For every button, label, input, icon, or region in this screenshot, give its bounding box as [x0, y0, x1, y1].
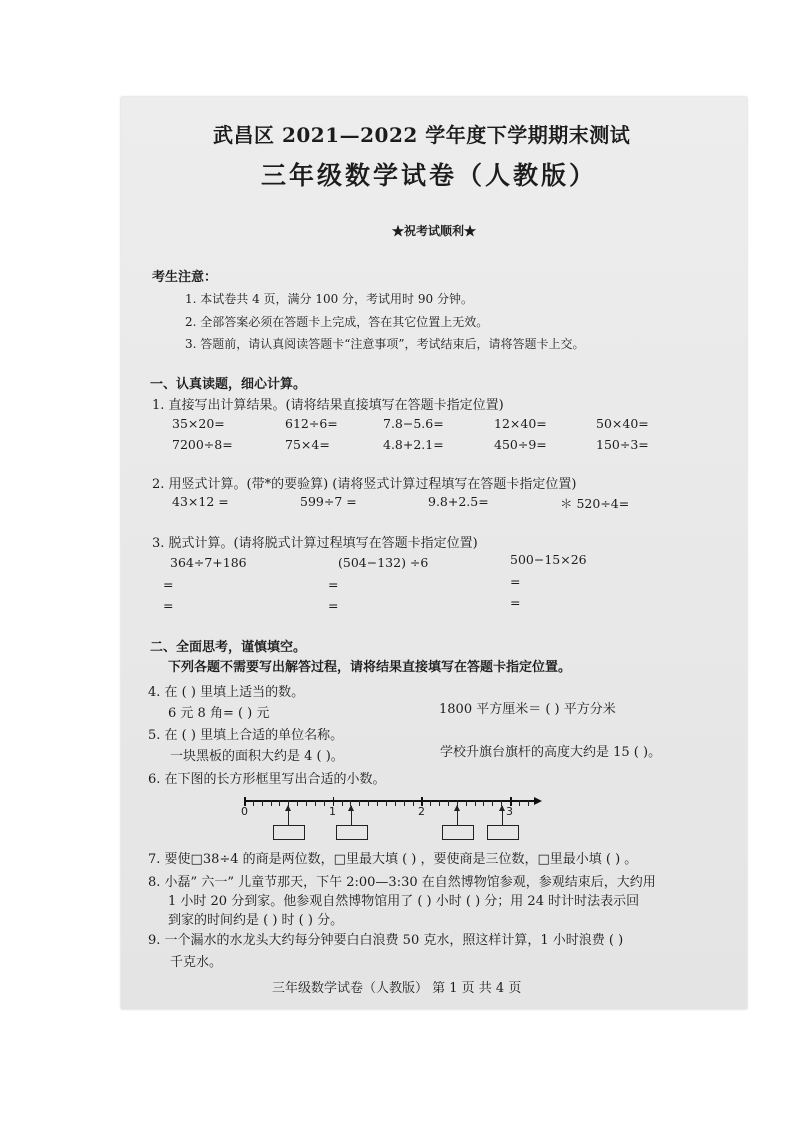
- good-luck-text: ★祝考试顺利★: [392, 224, 477, 238]
- exam-title-line2: 三年级数学试卷（人教版）: [261, 161, 598, 190]
- q1-r2-c2: 75×4=: [285, 437, 330, 452]
- q4-label: 4. 在 ( ) 里填上适当的数。: [148, 685, 305, 700]
- exam-title-line1: 武昌区 2021—2022 学年度下学期期末测试: [213, 123, 631, 147]
- q1-r1-c2: 612÷6=: [285, 416, 338, 431]
- number-line-tick: [324, 800, 325, 806]
- number-line-tick: [413, 800, 414, 806]
- number-line-tick: [297, 800, 298, 806]
- number-line-tick: [368, 800, 369, 806]
- q3-eq-2a: =: [328, 577, 339, 592]
- number-line-tick: [262, 800, 263, 806]
- q8-line3: 到家的时间约是 ( ) 时 ( ) 分。: [168, 913, 344, 928]
- number-line-tick: [342, 800, 343, 806]
- notice-item-3: 3. 答题前，请认真阅读答题卡“注意事项”，考试结束后，请将答题卡上交。: [185, 337, 585, 351]
- q3-label: 3. 脱式计算。(请将脱式计算过程填写在答题卡指定位置): [152, 536, 478, 551]
- q1-r2-c5: 150÷3=: [596, 437, 649, 452]
- q3-eq-2b: =: [328, 598, 339, 613]
- q6-label: 6. 在下图的长方形框里写出合适的小数。: [148, 772, 386, 787]
- number-line-arrow-icon: [534, 797, 542, 805]
- q1-label: 1. 直接写出计算结果。(请将结果直接填写在答题卡指定位置): [152, 398, 504, 413]
- number-line-tick: [430, 800, 431, 806]
- number-line-label-0: 0: [241, 805, 248, 818]
- number-line-tick: [377, 800, 378, 806]
- q7-text: 7. 要使□38÷4 的商是两位数，□里最大填 ( ) ，要使商是三位数，□里最小填 ( ) 。: [148, 852, 638, 867]
- q3-eq-1b: =: [163, 598, 174, 613]
- pointer-arrow-icon: [288, 806, 289, 825]
- number-line-tick: [404, 800, 405, 806]
- q8-line1: 8. 小磊” 六一” 儿童节那天，下午 2:00—3:30 在自然博物馆参观，参观结束后，大约用: [148, 875, 656, 890]
- number-line-tick: [386, 800, 387, 806]
- q5-label: 5. 在 ( ) 里填上合适的单位名称。: [148, 728, 344, 743]
- number-line-tick: [359, 800, 360, 806]
- q3-eq-3b: =: [510, 595, 521, 610]
- pointer-arrow-icon: [457, 806, 458, 825]
- q3-eq-1a: =: [163, 577, 174, 592]
- number-line-tick: [483, 800, 484, 806]
- q1-r1-c3: 7.8−5.6=: [383, 416, 444, 431]
- answer-box-1[interactable]: [273, 825, 305, 840]
- q1-r2-c1: 7200÷8=: [172, 437, 233, 452]
- number-line-tick: [271, 800, 272, 806]
- q3-item-3: 500−15×26: [510, 552, 587, 567]
- page-footer: 三年级数学试卷（人教版） 第 1 页 共 4 页: [272, 981, 522, 996]
- section2-heading: 二、全面思考，谨慎填空。: [150, 640, 307, 655]
- section2-subheading: 下列各题不需要写出解答过程，请将结果直接填写在答题卡指定位置。: [168, 660, 572, 675]
- number-line-tick: [448, 800, 449, 806]
- number-line-label-2: 2: [418, 805, 425, 818]
- number-line-tick: [528, 800, 529, 806]
- number-line-tick: [315, 800, 316, 806]
- q1-r2-c4: 450÷9=: [494, 437, 547, 452]
- pointer-arrow-icon: [502, 806, 503, 825]
- q2-label: 2. 用竖式计算。(带*的要验算) (请将竖式计算过程填写在答题卡指定位置): [152, 477, 577, 492]
- q9-line2: 千克水。: [170, 955, 223, 970]
- q3-item-1: 364÷7+186: [170, 555, 247, 570]
- answer-box-2[interactable]: [336, 825, 368, 840]
- q1-r1-c4: 12×40=: [494, 416, 547, 431]
- number-line: [241, 800, 544, 842]
- q2-item-2: 599÷7 =: [300, 494, 357, 509]
- number-line-tick: [253, 800, 254, 806]
- notice-heading: 考生注意：: [152, 270, 218, 285]
- number-line-tick: [279, 800, 280, 806]
- answer-box-4[interactable]: [487, 825, 519, 840]
- number-line-tick: [475, 800, 476, 806]
- number-line-tick: [306, 800, 307, 806]
- number-line-label-1: 1: [329, 805, 336, 818]
- section1-heading: 一、认真读题，细心计算。: [150, 377, 307, 392]
- q2-item-4: ＊ 520÷4=: [560, 496, 630, 511]
- q3-item-2: (504−132) ÷6: [338, 555, 429, 570]
- answer-box-3[interactable]: [442, 825, 474, 840]
- q5-part-a: 一块黑板的面积大约是 4 ( )。: [170, 749, 344, 764]
- number-line-label-3: 3: [506, 805, 513, 818]
- q2-item-1: 43×12 =: [172, 494, 229, 509]
- q4-part-a: 6 元 8 角= ( ) 元: [168, 706, 270, 721]
- number-line-tick: [395, 800, 396, 806]
- number-line-tick: [519, 800, 520, 806]
- q2-item-3: 9.8+2.5=: [428, 494, 489, 509]
- number-line-tick: [466, 800, 467, 806]
- q9-line1: 9. 一个漏水的水龙头大约每分钟要白白浪费 50 克水，照这样计算，1 小时浪费 ( ): [148, 933, 624, 948]
- pointer-arrow-icon: [351, 806, 352, 825]
- number-line-tick: [439, 800, 440, 806]
- q4-part-b: 1800 平方厘米＝ ( ) 平方分米: [439, 702, 616, 717]
- notice-item-2: 2. 全部答案必须在答题卡上完成，答在其它位置上无效。: [185, 315, 489, 329]
- q8-line2: 1 小时 20 分到家。他参观自然博物馆用了 ( ) 小时 ( ) 分；用 24 时计时法表示回: [168, 894, 640, 909]
- q5-part-b: 学校升旗台旗杆的高度大约是 15 ( )。: [440, 745, 662, 760]
- number-line-tick: [492, 800, 493, 806]
- q1-r1-c5: 50×40=: [596, 416, 649, 431]
- notice-item-1: 1. 本试卷共 4 页，满分 100 分，考试用时 90 分钟。: [185, 292, 473, 306]
- q1-r2-c3: 4.8+2.1=: [383, 437, 444, 452]
- q3-eq-3a: =: [510, 574, 521, 589]
- q1-r1-c1: 35×20=: [172, 416, 225, 431]
